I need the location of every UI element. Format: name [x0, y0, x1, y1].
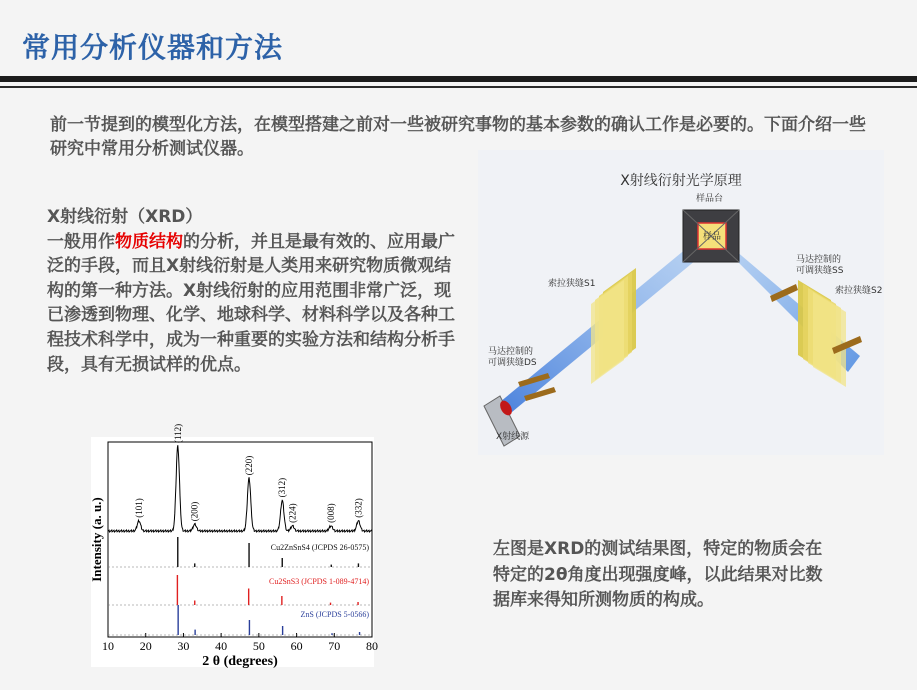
title-divider-thin [0, 86, 917, 88]
title-divider-thick [0, 76, 917, 82]
result-explanation: 左图是XRD的测试结果图，特定的物质会在特定的2θ角度出现强度峰，以此结果对比数据库来得知所测物质的构成。 [493, 539, 823, 610]
peak-label: (200) [189, 501, 200, 522]
xrd-body [47, 230, 457, 378]
peak-label: (224) [287, 503, 298, 523]
plot-frame [108, 442, 372, 637]
x-tick-label: 80 [366, 639, 378, 653]
y-axis-label: Intensity (a. u.) [89, 497, 104, 582]
reference-label: ZnS (JCPDS 5-0566) [300, 610, 369, 619]
x-tick-label: 20 [139, 639, 152, 653]
xrd-body-rest: 的分析，并且是最有效的、应用最广泛的手段，而且X射线衍射是人类用来研究物质微观结构的第一种方法。X射线衍射的应用范围非常广泛，现已渗透到物理、化学、地球科学、材料科学以及各种工程技术科学中，成为一种重要的实验方法和结构分析手段，具有无损试样的优点。 [47, 231, 455, 375]
diagram-title: X射线衍射光学原理 [620, 173, 742, 189]
reference-label: Cu2ZnSnS4 (JCPDS 26-0575) [270, 543, 369, 552]
label-xray-source: X射线源 [496, 432, 530, 442]
reference-label: Cu2SnS3 (JCPDS 1-089-4714) [268, 577, 369, 586]
label-ds: 马达控制的 可调狭缝DS [488, 347, 537, 368]
xrd-body-start: 一般用作 [47, 231, 115, 252]
soller-slit-s1 [591, 268, 636, 384]
x-tick-label: 70 [328, 639, 341, 653]
peak-label: (112) [172, 423, 183, 443]
xrd-pattern-chart [89, 423, 378, 669]
xrd-optics-diagram [478, 150, 884, 455]
x-tick-label: 10 [102, 639, 114, 653]
label-sample: 样品 [703, 232, 722, 242]
label-ss: 马达控制的 可调狭缝SS [796, 255, 844, 276]
x-tick-label: 50 [252, 639, 265, 653]
label-soller-s1: 索拉狭缝S1 [548, 279, 596, 289]
label-sample-stage: 样品台 [696, 194, 724, 204]
xrd-heading: X射线衍射（XRD） [47, 207, 203, 227]
x-tick-label: 30 [177, 639, 190, 653]
xrd-highlight-term: 物质结构 [115, 231, 183, 252]
intro-paragraph: 前一节提到的模型化方法，在模型搭建之前对一些被研究事物的基本参数的确认工作是必要的。下面介绍一些研究中常用分析测试仪器。 [50, 115, 866, 159]
x-axis-label: 2 θ (degrees) [202, 654, 278, 669]
peak-label: (008) [325, 503, 336, 523]
optics-illustration [478, 150, 884, 455]
peak-label: (312) [277, 477, 288, 498]
peak-label: (220) [244, 455, 255, 476]
slide-title: 常用分析仪器和方法 [22, 31, 284, 64]
peak-label: (332) [353, 498, 364, 518]
xrd-description [47, 205, 457, 377]
peak-label: (101) [133, 498, 144, 518]
label-soller-s2: 索拉狭缝S2 [835, 286, 883, 296]
x-tick-label: 40 [215, 639, 228, 653]
x-tick-label: 60 [290, 639, 303, 653]
xrd-chart-svg [89, 423, 378, 669]
